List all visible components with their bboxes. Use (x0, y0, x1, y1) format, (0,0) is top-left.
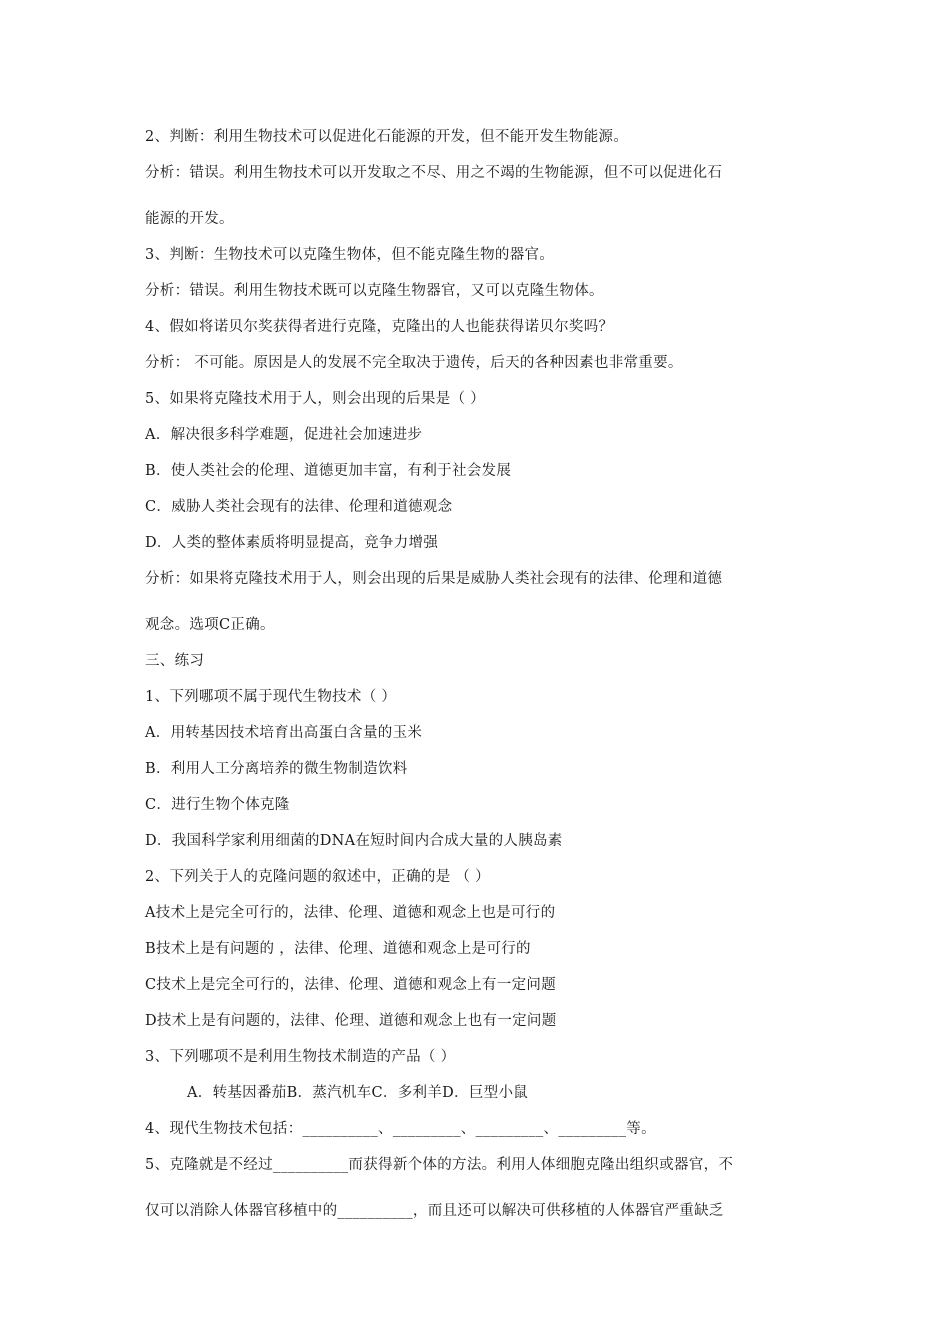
text-line: A．转基因番茄B．蒸汽机车C．多利羊D．巨型小鼠 (187, 1085, 529, 1101)
text-line: 分析： 不可能。原因是人的发展不完全取决于遗传，后天的各种因素也非常重要。 (145, 355, 683, 371)
text-line: 分析：如果将克隆技术用于人，则会出现的后果是威胁人类社会现有的法律、伦理和道德 (145, 571, 723, 587)
text-line: A技术上是完全可行的，法律、伦理、道德和观念上也是可行的 (145, 905, 556, 921)
text-line: 三、练习 (145, 653, 205, 669)
document-body (145, 126, 810, 1222)
text-line: C．威胁人类社会现有的法律、伦理和道德观念 (145, 499, 453, 515)
text-line: D．我国科学家利用细菌的DNA在短时间内合成大量的人胰岛素 (145, 833, 563, 849)
text-line: B．利用人工分离培养的微生物制造饮料 (145, 761, 408, 777)
text-line: 4、假如将诺贝尔奖获得者进行克隆，克隆出的人也能获得诺贝尔奖吗？ (145, 319, 614, 335)
text-line: 能源的开发。 (145, 211, 234, 227)
text-line: D．人类的整体素质将明显提高，竞争力增强 (145, 535, 439, 551)
text-line: C．进行生物个体克隆 (145, 797, 290, 813)
text-line: 3、判断：生物技术可以克隆生物体，但不能克隆生物的器官。 (145, 247, 555, 263)
text-line: 4、现代生物技术包括：__________、_________、_________、_________等。 (145, 1121, 656, 1137)
text-line: A．解决很多科学难题，促进社会加速进步 (145, 427, 423, 443)
text-line: 分析：错误。利用生物技术既可以克隆生物器官，又可以克隆生物体。 (145, 283, 604, 299)
text-line: C技术上是完全可行的，法律、伦理、道德和观念上有一定问题 (145, 977, 556, 993)
text-line: 分析：错误。利用生物技术可以开发取之不尽、用之不竭的生物能源，但不可以促进化石 (145, 165, 723, 181)
text-line: 2、下列关于人的克隆问题的叙述中，正确的是 （ ） (145, 869, 490, 885)
text-line: 观念。选项C正确。 (145, 617, 275, 633)
text-line: B技术上是有问题的 ，法律、伦理、道德和观念上是可行的 (145, 941, 531, 957)
text-line: 1、下列哪项不属于现代生物技术（ ） (145, 689, 397, 705)
text-line: D技术上是有问题的，法律、伦理、道德和观念上也有一定问题 (145, 1013, 557, 1029)
text-line: B．使人类社会的伦理、道德更加丰富，有利于社会发展 (145, 463, 512, 479)
text-line: 5、克隆就是不经过__________而获得新个体的方法。利用人体细胞克隆出组织或器官，不 (145, 1157, 734, 1173)
text-line: A．用转基因技术培育出高蛋白含量的玉米 (145, 725, 423, 741)
text-line: 2、判断：利用生物技术可以促进化石能源的开发，但不能开发生物能源。 (145, 129, 629, 145)
text-line: 5、如果将克隆技术用于人，则会出现的后果是（ ） (145, 391, 486, 407)
text-line: 仅可以消除人体器官移植中的__________，而且还可以解决可供移植的人体器官严重缺乏 (145, 1203, 724, 1219)
text-line: 3、下列哪项不是利用生物技术制造的产品（ ） (145, 1049, 456, 1065)
